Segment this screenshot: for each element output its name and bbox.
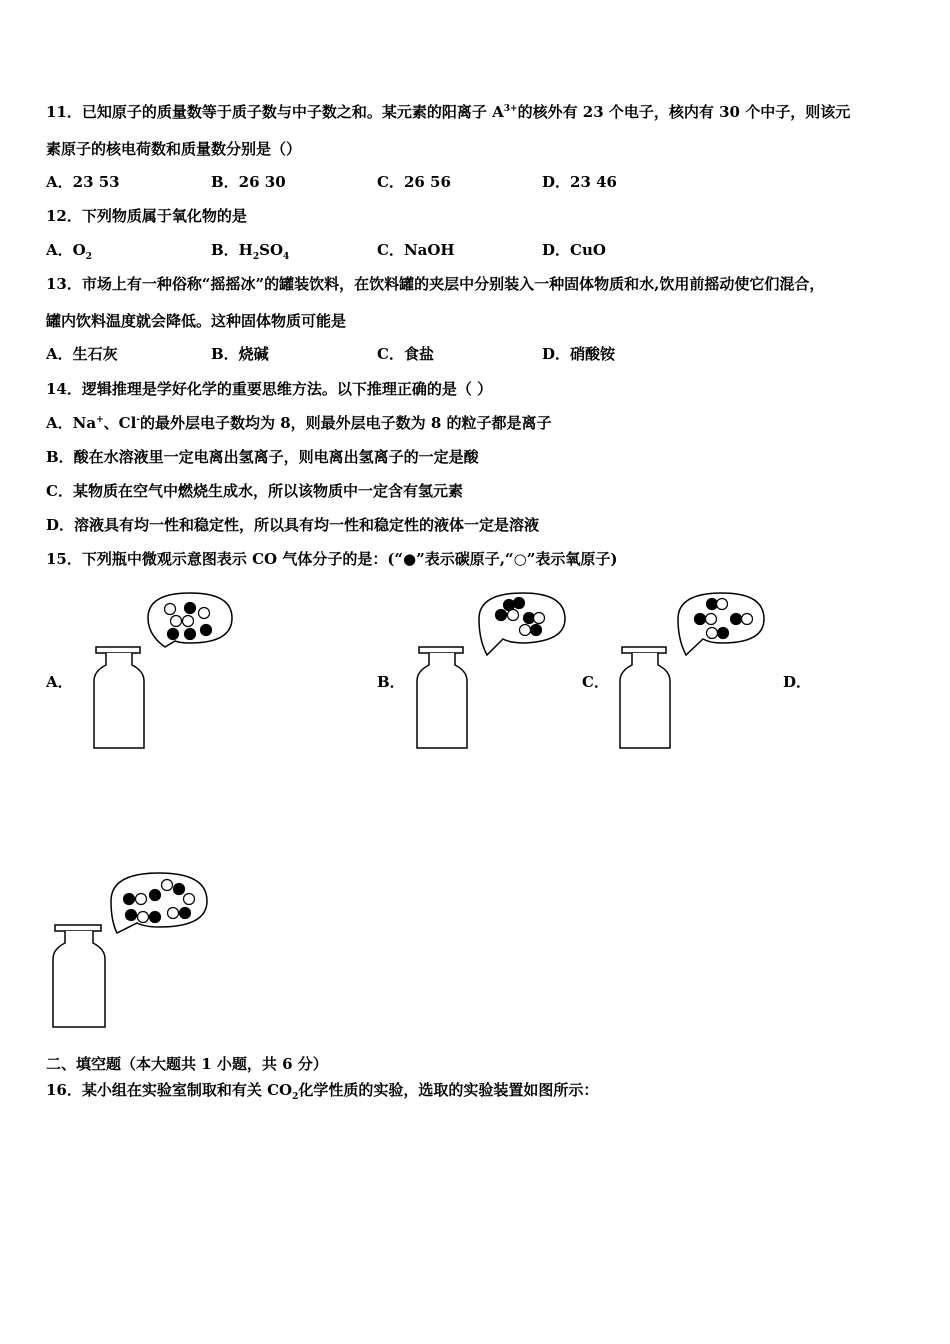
q11-line2: 素原子的核电荷数和质量数分别是（） bbox=[46, 140, 302, 158]
q15-label-a: A． bbox=[46, 673, 73, 691]
q11-option-d: D．23 46 bbox=[542, 173, 617, 191]
q15-stem: 15．下列瓶中微观示意图表示 CO 气体分子的是：(“●”表示碳原子,“○”表示氧原子) bbox=[46, 550, 618, 568]
q15-figure-d bbox=[45, 865, 215, 1035]
q12-stem: 12．下列物质属于氧化物的是 bbox=[46, 207, 247, 225]
q16-stem bbox=[46, 1080, 598, 1100]
q15-label-c: C． bbox=[582, 673, 609, 691]
q13-line2: 罐内饮料温度就会降低。这种固体物质可能是 bbox=[46, 312, 347, 330]
q15-label-d: D． bbox=[783, 673, 812, 691]
bottle-icon bbox=[620, 647, 670, 748]
q12-b-text2: SO bbox=[259, 241, 284, 259]
q12-b-sub1: 2 bbox=[252, 252, 260, 262]
q12-option-d: D．CuO bbox=[542, 241, 606, 259]
q14-a-text1: A．Na bbox=[46, 414, 97, 432]
q14-a-sup1: + bbox=[96, 415, 104, 425]
bottle-icon bbox=[94, 647, 144, 748]
q14-option-c: C．某物质在空气中燃烧生成水，所以该物质中一定含有氢元素 bbox=[46, 482, 463, 500]
bottle-icon bbox=[417, 647, 467, 748]
bottle-icon bbox=[53, 925, 105, 1027]
q13-line1: 13．市场上有一种俗称“摇摇冰”的罐装饮料，在饮料罐的夹层中分别装入一种固体物质和水,饮用前摇动使它们混合， bbox=[46, 275, 825, 293]
q14-option-a bbox=[46, 413, 552, 433]
q12-option-c: C．NaOH bbox=[377, 241, 455, 259]
q12-a-text: A．O bbox=[46, 241, 86, 259]
q13-option-d: D．硝酸铵 bbox=[542, 345, 616, 363]
q15-figure-c bbox=[608, 585, 778, 755]
q12-option-b bbox=[211, 240, 289, 260]
q13-option-c: C．食盐 bbox=[377, 345, 434, 363]
q11-text-a: 11．已知原子的质量数等于质子数与中子数之和。某元素的阳离子 A bbox=[46, 103, 504, 121]
q15-label-b: B． bbox=[377, 673, 405, 691]
q16-text-a: 16．某小组在实验室制取和有关 CO bbox=[46, 1081, 293, 1099]
q12-b-text1: B．H bbox=[211, 241, 253, 259]
q14-a-sup2: - bbox=[136, 415, 141, 425]
q15-figure-b bbox=[405, 585, 575, 755]
section2-title: 二、填空题（本大题共 1 小题，共 6 分） bbox=[46, 1055, 328, 1073]
q11-sup: 3+ bbox=[503, 104, 518, 114]
q15-figure-a bbox=[80, 585, 240, 755]
q14-stem: 14．逻辑推理是学好化学的重要思维方法。以下推理正确的是（ ） bbox=[46, 380, 493, 398]
q12-option-a bbox=[46, 240, 92, 260]
q11-option-a: A．23 53 bbox=[46, 173, 120, 191]
q11-option-c: C．26 56 bbox=[377, 173, 451, 191]
q14-a-text2: 、Cl bbox=[103, 414, 137, 432]
q11-line1 bbox=[46, 102, 850, 122]
q14-option-d: D．溶液具有均一性和稳定性，所以具有均一性和稳定性的液体一定是溶液 bbox=[46, 516, 540, 534]
q11-text-b: 的核外有 23 个电子，核内有 30 个中子，则该元 bbox=[517, 103, 851, 121]
q14-option-b: B．酸在水溶液里一定电离出氢离子，则电离出氢离子的一定是酸 bbox=[46, 448, 479, 466]
q12-a-sub: 2 bbox=[85, 252, 92, 262]
q16-sub: 2 bbox=[292, 1092, 299, 1102]
q14-a-text3: 的最外层电子数均为 8，则最外层电子数为 8 的粒子都是离子 bbox=[140, 414, 552, 432]
q13-option-a: A．生石灰 bbox=[46, 345, 118, 363]
q16-text-b: 化学性质的实验，选取的实验装置如图所示： bbox=[298, 1081, 599, 1099]
q13-option-b: B．烧碱 bbox=[211, 345, 269, 363]
q11-option-b: B．26 30 bbox=[211, 173, 286, 191]
q12-b-sub2: 4 bbox=[283, 252, 290, 262]
